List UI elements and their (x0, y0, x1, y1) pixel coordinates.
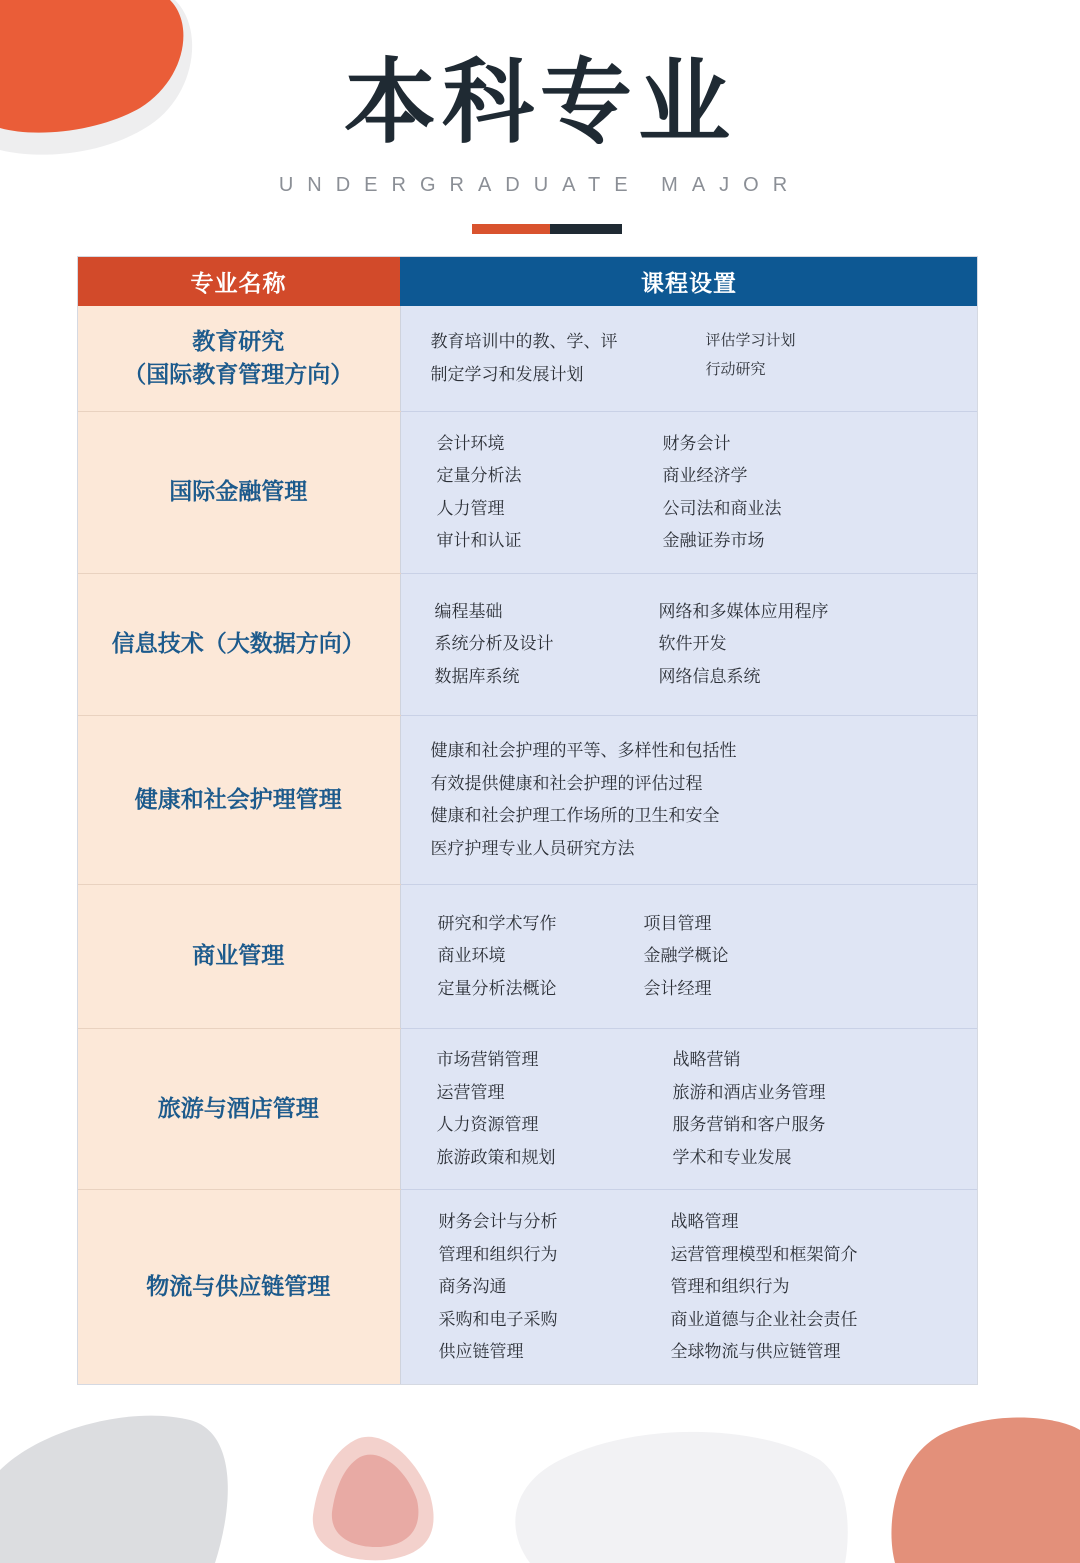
course-item: 定量分析法 (436, 466, 522, 486)
course-item: 软件开发 (658, 634, 727, 655)
table-row (77, 716, 978, 885)
table-row (77, 1029, 978, 1190)
course-item: 健康和社会护理的平等、多样性和包括性 (430, 741, 737, 761)
course-item: 管理和组织行为 (670, 1277, 790, 1298)
course-item: 运营管理模型和框架简介 (670, 1244, 858, 1265)
decor-blob-bottom-right (880, 1415, 1080, 1563)
major-name-cell (77, 574, 400, 716)
major-name-cell (77, 412, 400, 574)
course-item: 有效提供健康和社会护理的评估过程 (430, 773, 703, 794)
major-name-cell (77, 1029, 400, 1190)
course-item: 管理和组织行为 (438, 1244, 558, 1265)
course-item: 网络和多媒体应用程序 (658, 601, 829, 622)
course-item: 旅游和酒店业务管理 (672, 1082, 826, 1103)
course-item: 战略营销 (672, 1050, 741, 1070)
divider-dark (550, 224, 622, 234)
major-name: 旅游与酒店管理 (157, 1095, 319, 1122)
course-item: 财务会计 (662, 433, 731, 454)
course-item: 编程基础 (434, 601, 503, 622)
course-item: 商业环境 (437, 946, 506, 967)
course-item: 定量分析法概论 (437, 978, 557, 999)
courses-cell (400, 412, 978, 574)
major-name: 教育研究 (192, 329, 285, 356)
course-item: 全球物流与供应链管理 (670, 1342, 841, 1363)
course-item: 采购和电子采购 (438, 1309, 558, 1330)
major-name-sub: （国际教育管理方向） (123, 361, 354, 388)
course-item: 公司法和商业法 (662, 498, 782, 519)
course-item: 商业道德与企业社会责任 (670, 1309, 858, 1330)
courses-cell (400, 1190, 978, 1386)
course-column (435, 596, 659, 694)
decor-blob-bottom-center (500, 1420, 860, 1563)
course-item: 市场营销管理 (436, 1050, 539, 1070)
course-column (644, 908, 729, 1006)
course-item: 旅游政策和规划 (436, 1147, 556, 1168)
course-column (706, 326, 796, 391)
course-item: 财务会计与分析 (438, 1212, 558, 1233)
table-row (77, 412, 978, 574)
course-column (431, 326, 706, 391)
course-item: 金融学概论 (643, 946, 729, 967)
course-item: 系统分析及设计 (434, 634, 554, 655)
course-item: 商务沟通 (438, 1277, 507, 1298)
course-item: 供应链管理 (438, 1342, 524, 1363)
course-item: 数据库系统 (434, 666, 520, 687)
table-row (77, 1190, 978, 1386)
major-name: 健康和社会护理管理 (134, 786, 342, 813)
course-item: 网络信息系统 (658, 666, 761, 687)
decor-blob-bottom-pink (305, 1435, 440, 1563)
header-major-name: 专业名称 (77, 256, 400, 306)
divider-orange (472, 224, 550, 234)
course-column (437, 428, 663, 558)
course-item: 商业经济学 (662, 466, 748, 486)
course-item: 教育培训中的教、学、评 (430, 332, 618, 352)
course-column (431, 735, 737, 865)
page-title: 本科专业 (343, 49, 736, 156)
course-column (437, 1044, 673, 1174)
course-item: 人力资源管理 (436, 1115, 539, 1135)
header-courses: 课程设置 (400, 256, 978, 306)
major-name-cell (77, 306, 400, 412)
majors-table (77, 256, 978, 1385)
major-name: 信息技术（大数据方向） (111, 631, 365, 658)
courses-cell (400, 716, 978, 885)
course-column (438, 908, 644, 1006)
table-row (77, 885, 978, 1029)
course-item: 服务营销和客户服务 (672, 1115, 826, 1135)
course-item: 评估学习计划 (705, 331, 796, 349)
course-item: 医疗护理专业人员研究方法 (430, 838, 635, 859)
course-item: 会计环境 (436, 433, 505, 454)
table-row (77, 574, 978, 716)
course-item: 健康和社会护理工作场所的卫生和安全 (430, 806, 720, 826)
decor-blob-bottom-left (0, 1410, 240, 1563)
major-name-cell (77, 885, 400, 1029)
table-row (77, 306, 978, 412)
course-column (663, 428, 782, 558)
course-item: 战略管理 (670, 1212, 739, 1233)
course-item: 审计和认证 (436, 531, 522, 551)
major-name-cell (77, 1190, 400, 1386)
course-column (439, 1206, 671, 1369)
course-item: 运营管理 (436, 1082, 505, 1103)
course-item: 人力管理 (436, 498, 505, 519)
major-name: 商业管理 (192, 943, 285, 970)
course-item: 项目管理 (643, 913, 712, 934)
course-item: 研究和学术写作 (437, 913, 557, 934)
course-column (671, 1206, 858, 1369)
table-header-row (77, 256, 978, 306)
major-name-cell (77, 716, 400, 885)
courses-cell (400, 1029, 978, 1190)
courses-cell (400, 885, 978, 1029)
course-column (673, 1044, 826, 1174)
page-subtitle: UNDERGRADUATE MAJOR (278, 174, 802, 196)
course-item: 金融证券市场 (662, 531, 765, 551)
course-item: 行动研究 (705, 360, 766, 378)
courses-cell (400, 306, 978, 412)
major-name: 物流与供应链管理 (146, 1274, 331, 1301)
course-item: 会计经理 (643, 978, 712, 999)
course-item: 制定学习和发展计划 (430, 364, 584, 385)
courses-cell (400, 574, 978, 716)
major-name: 国际金融管理 (169, 479, 308, 506)
course-column (659, 596, 829, 694)
course-item: 学术和专业发展 (672, 1147, 792, 1168)
